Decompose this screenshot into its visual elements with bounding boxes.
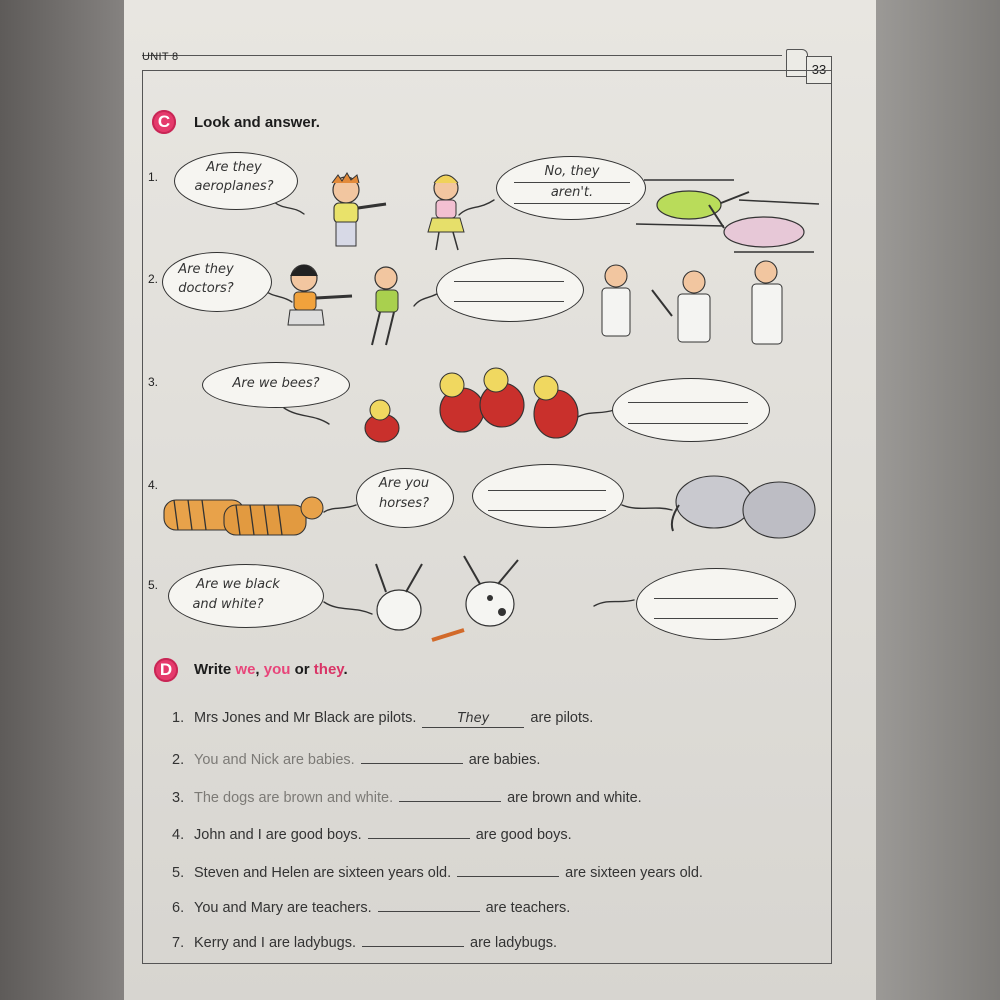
item-2-number: 2. (148, 272, 159, 286)
exercise-d-item-4 (172, 822, 572, 843)
d-item-1-text: Mrs Jones and Mr Black are pilots. (194, 710, 417, 726)
exercise-d-item-7 (172, 930, 557, 951)
tail-5a (594, 600, 634, 606)
background-right (876, 0, 1000, 1000)
answer-1-line2[interactable]: aren't. (550, 185, 594, 200)
tail-4q (324, 505, 356, 512)
d-item-4-text: John and I are good boys. (194, 827, 362, 843)
exercise-d-item-1 (172, 710, 593, 728)
section-d-title-prefix: Write (194, 661, 236, 678)
section-d-title-comma: , (255, 661, 264, 678)
d-item-4-blank[interactable] (368, 822, 470, 839)
tail-5q (324, 602, 372, 614)
rabbits-figures (376, 556, 518, 640)
section-d-title (194, 661, 348, 678)
d-item-6-text: You and Mary are teachers. (194, 900, 372, 916)
boy-green-shirt-figure (372, 267, 398, 345)
d-item-3-blank[interactable] (399, 785, 501, 802)
doctors-figures (602, 261, 782, 344)
answer-bubble-4 (472, 464, 624, 528)
answer-2-underline-2[interactable] (454, 301, 564, 302)
d-item-4-number: 4. (172, 827, 185, 843)
exercise-d-item-5 (172, 860, 703, 881)
question-5-line2: and white? (192, 597, 264, 612)
answer-bubble-3 (612, 378, 770, 442)
question-5-line1: Are we black (196, 577, 280, 592)
answer-1-line1[interactable]: No, they (544, 164, 600, 179)
answer-5-underline-2[interactable] (654, 618, 778, 619)
unit-label: UNIT 8 (142, 51, 179, 63)
item-3-number: 3. (148, 375, 159, 389)
girl-pointing-figure (288, 265, 352, 325)
workbook-page (124, 0, 876, 1000)
question-4-line1: Are you (378, 476, 430, 491)
answer-5-underline-1[interactable] (654, 598, 778, 599)
d-item-5-blank[interactable] (457, 860, 559, 877)
question-2-line1: Are they (178, 262, 234, 277)
d-item-6-number: 6. (172, 900, 185, 916)
question-3-line1: Are we bees? (232, 376, 320, 391)
question-1-line1: Are they (206, 160, 262, 175)
exercise-d-item-2 (172, 747, 540, 768)
d-item-2-number: 2. (172, 752, 185, 768)
d-item-1-number: 1. (172, 710, 185, 726)
background-left (0, 0, 124, 1000)
d-item-5-number: 5. (172, 865, 185, 881)
exercise-d-item-3 (172, 785, 642, 806)
d-item-2-rest: are babies. (468, 752, 541, 768)
question-1-line2: aeroplanes? (194, 179, 274, 194)
helicopter-green (636, 180, 749, 226)
item-5-number: 5. (148, 578, 159, 592)
d-item-7-rest: are ladybugs. (470, 935, 558, 951)
section-d-badge: D (154, 658, 178, 682)
section-d-title-they: they (313, 661, 344, 678)
item-4-number: 4. (148, 478, 159, 492)
elephants-figures (672, 476, 815, 538)
question-4-line2: horses? (379, 496, 429, 511)
d-item-4-rest: are good boys. (475, 827, 572, 843)
answer-bubble-2 (436, 258, 584, 322)
helicopter-pink (709, 200, 819, 252)
tail-3q (284, 408, 329, 424)
section-d-title-or: or (290, 661, 314, 678)
tail-1q (274, 202, 304, 214)
d-item-2-text: You and Nick are babies. (194, 752, 355, 768)
answer-4-underline-1[interactable] (488, 490, 606, 491)
d-item-7-text: Kerry and I are ladybugs. (194, 935, 357, 951)
tigers-figures (164, 497, 323, 535)
answer-4-underline-2[interactable] (488, 510, 606, 511)
d-item-2-blank[interactable] (361, 747, 463, 764)
tail-1a (459, 200, 494, 215)
d-item-5-rest: are sixteen years old. (565, 865, 703, 881)
tail-3a (576, 410, 614, 418)
girl-figure (428, 175, 464, 250)
ladybugs-figures (365, 368, 578, 442)
answer-bubble-5 (636, 568, 796, 640)
d-item-6-rest: are teachers. (485, 900, 571, 916)
section-c-badge: C (152, 110, 176, 134)
d-item-7-blank[interactable] (362, 930, 464, 947)
d-item-1-rest: are pilots. (530, 710, 594, 726)
d-item-1-blank[interactable]: They (422, 711, 524, 728)
section-d-title-we: we (235, 661, 256, 678)
answer-2-underline-1[interactable] (454, 281, 564, 282)
tail-4a (622, 505, 672, 510)
d-item-3-text: The dogs are brown and white. (194, 790, 394, 806)
question-2-line2: doctors? (178, 281, 234, 296)
section-c-title: Look and answer. (194, 114, 320, 131)
d-item-6-blank[interactable] (378, 895, 480, 912)
page-number: 33 (806, 56, 832, 84)
answer-1-underline-1 (514, 182, 630, 183)
answer-3-underline-1[interactable] (628, 402, 748, 403)
answer-3-underline-2[interactable] (628, 423, 748, 424)
d-item-5-text: Steven and Helen are sixteen years old. (194, 865, 452, 881)
boy-pointing-figure (332, 173, 386, 246)
exercise-d-item-6 (172, 895, 570, 916)
answer-1-underline-2 (514, 203, 630, 204)
d-item-3-rest: are brown and white. (507, 790, 642, 806)
d-item-7-number: 7. (172, 935, 185, 951)
item-1-number: 1. (148, 170, 159, 184)
d-item-3-number: 3. (172, 790, 185, 806)
section-d-title-you: you (263, 661, 291, 678)
section-d-title-end: . (343, 661, 348, 678)
